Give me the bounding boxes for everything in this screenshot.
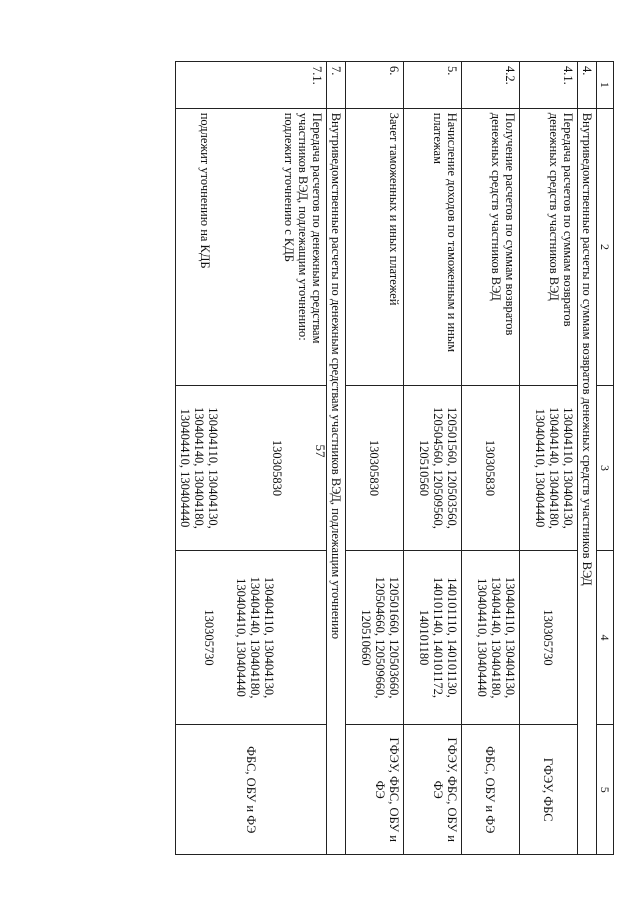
row-col3: 130305830: [346, 386, 404, 550]
row-description-line: подлежит уточнению на КДБ: [198, 112, 212, 269]
row-col4: 140101110, 140101130, 140101140, 140101172, 140101180: [404, 550, 462, 725]
table-row-4-1: [520, 62, 578, 855]
row-description: Начисление доходов по таможенным и иным платежам: [404, 108, 462, 386]
section-title: Внутриведомственные расчеты по суммам возвратов денежных средств участников ВЭД: [578, 108, 597, 854]
table-row-7-1: [176, 62, 327, 855]
table-row-6: [346, 62, 404, 855]
header-col-3: 3: [597, 386, 614, 550]
row-col5: ФБС, ОБУ и ФЭ: [176, 725, 327, 855]
row-description: Передача расчетов по суммам возвратов денежных средств участников ВЭД: [520, 108, 578, 386]
page-number: 57: [313, 444, 328, 458]
rotated-table-container: [86, 61, 614, 855]
row-number: 4.2.: [462, 62, 520, 109]
table-row-5: [404, 62, 462, 855]
row-col3: 130305830: [462, 386, 520, 550]
row-description: Зачет таможенных и иных платежей: [346, 108, 404, 386]
row-col3: 130404110, 130404130, 130404140, 130404180, 130404410, 130404440: [520, 386, 578, 550]
row-col4: [176, 550, 327, 725]
row-description-line: Передача расчетов по денежным средствам участников ВЭД, подлежащим уточнению:: [296, 112, 324, 344]
table-row-section-4: [578, 62, 597, 855]
accounts-table: [175, 61, 614, 855]
header-row: [597, 62, 614, 855]
row-col4-a: 130404110, 130404130, 130404140, 130404180, 130404410, 130404440: [234, 576, 276, 699]
row-col3: 120501560, 120503560, 120504560, 120509560, 120510560: [404, 386, 462, 550]
row-col4-b: 130305730: [202, 609, 216, 666]
row-number: 4.1.: [520, 62, 578, 109]
row-description: [176, 108, 327, 386]
row-col3: [176, 386, 327, 550]
table-row-4-2: [462, 62, 520, 855]
row-number: 7.1.: [176, 62, 327, 109]
header-col-2: 2: [597, 108, 614, 386]
row-col3-a: 130305830: [270, 439, 284, 497]
header-col-4: 4: [597, 550, 614, 725]
row-col4: 130305730: [520, 550, 578, 725]
row-number: 5.: [404, 62, 462, 109]
row-col4: 130404110, 130404130, 130404140, 130404180, 130404410, 130404440: [462, 550, 520, 725]
row-number: 4.: [578, 62, 597, 109]
row-description-line: подлежит уточнению с КДБ: [282, 112, 296, 262]
table-row-section-7: [327, 62, 346, 855]
header-col-1: 1: [597, 62, 614, 109]
row-col5: ГФЭУ, ФБС, ОБУ и ФЭ: [346, 725, 404, 855]
row-description: Получение расчетов по суммам возвратов денежных средств участников ВЭД: [462, 108, 520, 386]
row-col4: 120501660, 120503660, 120504660, 120509660, 120510660: [346, 550, 404, 725]
row-col3-b: 130404110, 130404130, 130404140, 130404180, 130404410, 130404440: [178, 407, 220, 529]
row-col5: ФБС, ОБУ и ФЭ: [462, 725, 520, 855]
header-col-5: 5: [597, 725, 614, 855]
row-col5: ГФЭУ, ФБС, ОБУ и ФЭ: [404, 725, 462, 855]
row-col5: ГФЭУ, ФБС: [520, 725, 578, 855]
row-number: 6.: [346, 62, 404, 109]
section-title: Внутриведомственные расчеты по денежным средствам участников ВЭД, подлежащим уточнению: [327, 108, 346, 854]
row-number: 7.: [327, 62, 346, 109]
